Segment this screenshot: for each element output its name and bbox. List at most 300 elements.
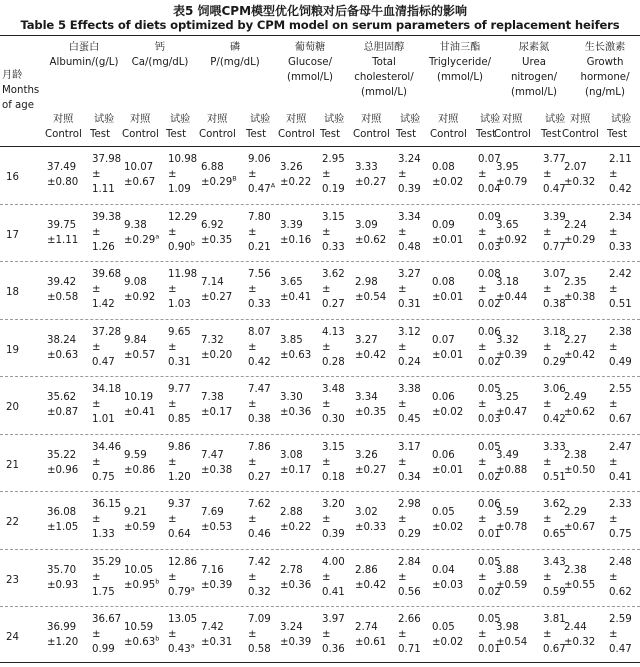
cell-line: ±0.16 [280,234,312,246]
cell-line: 3.25 [496,392,519,403]
cell-line: 39.75 [47,219,77,231]
cell-line: ±0.29$^a$ [124,232,160,246]
table-cell [201,505,232,535]
table-cell [496,160,527,190]
column-header [494,40,574,100]
month-label: 22 [6,517,19,528]
subheader-line: 试验 [400,114,421,125]
cell-line: 0.42 [609,184,632,195]
cell-line: 2.55 [609,384,632,395]
table-cell [124,563,159,593]
cell-line: ±0.36 [280,579,312,591]
subheader-line: 试验 [611,114,632,125]
table-cell [432,333,463,363]
cell-line: ±1.05 [47,522,79,533]
table-cell [432,275,463,305]
cell-line: 7.16 [201,564,224,576]
cell-line: ± [322,514,331,525]
cell-line: 36.08 [47,507,77,518]
cell-line: 7.62 [248,499,271,510]
cell-line: ± [92,629,101,640]
column-header [565,40,640,100]
cell-line: ±0.92 [124,292,156,303]
table-cell [280,160,311,190]
cell-line: ± [478,226,487,238]
cell-line: ±0.96 [47,464,79,476]
subheader-line: 对照 [286,114,307,125]
cell-line: 39.38 [92,211,122,223]
cell-line: 7.47 [248,384,271,395]
cell-line: ±0.27 [201,292,233,303]
cell-line: 7.09 [248,614,271,625]
cell-line: ± [478,514,487,525]
cell-line: 37.28 [92,326,122,338]
cell-line: 2.78 [280,564,303,576]
table-cell [168,612,197,657]
cell-line: 0.09 [478,211,501,223]
column-header-line: cholesterol/ [354,72,414,83]
cell-line: ± [478,456,487,468]
cell-line: 0.21 [248,241,271,253]
cell-line: ± [92,399,101,410]
column-header-line: 总胆固醇 [363,42,405,53]
cell-line: 0.51 [609,299,632,310]
cell-line: 3.34 [355,392,378,403]
significance-letter: a [190,641,195,650]
cell-line: 10.07 [124,162,154,173]
cell-line: 0.79$^a$ [168,584,195,598]
cell-line: ±0.44 [496,292,528,303]
cell-line: 9.37 [168,499,191,510]
table-cell [564,563,595,593]
cell-line: 2.07 [564,162,587,173]
column-header-line: Glucose/ [287,57,333,68]
cell-line: ± [92,226,101,238]
column-header-line: Ca/(mg/dL) [131,57,189,68]
table-cell [543,152,566,197]
cell-line: ± [543,399,552,410]
cell-line: 0.05 [432,622,455,633]
cell-line: ± [609,226,618,238]
cell-line: 10.05 [124,564,154,576]
cell-line: ±0.63 [47,349,79,361]
table-cell [432,505,463,535]
cell-line: 3.77 [543,154,566,165]
subheader-line: 对照 [361,114,382,125]
cell-line: ±0.88 [496,464,528,476]
column-header-line: hormone/ [580,72,630,83]
table-cell [168,555,197,600]
cell-line: 2.84 [398,556,421,568]
subheader-line: Test [541,129,562,140]
table-cell [92,612,121,657]
table-cell [124,620,159,650]
cell-line: 3.85 [280,334,303,346]
cell-line: 0.02 [478,356,501,368]
cell-line: ±0.02 [432,407,464,418]
subheader-control [278,112,315,142]
cell-line: 3.18 [543,326,566,338]
table-cell [280,333,311,363]
cell-line: 0.36 [322,644,345,655]
cell-line: ± [478,284,487,295]
table-cell [355,275,386,305]
cell-line: ±0.01 [432,292,464,303]
cell-line: 0.32 [248,586,271,598]
table-title-english: Table 5 Effects of diets optimized by CPM model on serum parameters of replacement heifers [20,18,620,32]
cell-line: ± [609,456,618,468]
cell-line: 36.99 [47,622,77,633]
cell-line: 9.38 [124,219,147,231]
cell-line: ± [248,284,257,295]
row-header-line: of age [2,100,35,111]
cell-line: 0.59 [543,586,566,598]
cell-line: 0.02 [478,299,501,310]
cell-line: 2.11 [609,154,632,165]
column-header [420,40,500,85]
cell-line: ± [168,514,177,525]
cell-line: 9.21 [124,507,147,518]
column-header [195,40,275,70]
table-cell [201,333,232,363]
table-cell [201,620,232,650]
table-cell [322,152,345,197]
cell-line: ± [609,629,618,640]
cell-line: 0.06 [478,499,501,510]
cell-line: 8.07 [248,326,271,338]
cell-line: 3.65 [496,219,519,231]
table-cell [201,390,232,420]
cell-line: ± [543,341,552,353]
cell-line: ± [322,226,331,238]
cell-line: 3.26 [355,449,378,461]
column-header-line: Growth [586,57,624,68]
cell-line: 3.30 [280,392,303,403]
table-cell [322,612,345,657]
subheader-line: Test [166,129,187,140]
cell-line: ±0.54 [496,637,528,648]
subheader-line: 对照 [438,114,459,125]
cell-line: 0.71 [398,644,421,655]
month-label: 19 [6,344,19,356]
cell-line: ±0.02 [432,637,464,648]
significance-letter: a [155,232,160,241]
cell-line: ±0.58 [47,292,79,303]
cell-line: ± [609,169,618,180]
cell-line: 0.43$^a$ [168,641,195,655]
subheader-line: Test [90,129,111,140]
cell-line: 0.04 [432,564,455,576]
cell-line: 0.08 [432,277,455,288]
row-separator [0,606,640,607]
cell-line: 0.27 [248,471,271,483]
cell-line: 0.46 [248,529,271,540]
cell-line: 3.24 [398,154,421,165]
cell-line: 2.42 [609,269,632,280]
cell-line: ± [92,169,101,180]
subheader-line: 对照 [207,114,228,125]
column-header-line: (mmol/L) [361,87,407,98]
cell-line: 0.28 [322,356,345,368]
cell-line: 3.65 [280,277,303,288]
cell-line: ±0.29 [564,234,596,246]
cell-line: ± [168,456,177,468]
significance-letter: b [155,634,160,643]
table-cell [47,505,78,535]
cell-line: ±0.02 [432,522,464,533]
cell-line: 1.01 [92,414,115,425]
cell-line: 36.67 [92,614,122,625]
cell-line: ±0.59 [124,522,156,533]
subheader-line: 试验 [545,114,566,125]
table-cell [432,160,463,190]
cell-line: 0.42 [248,356,271,368]
cell-line: 0.04 [478,184,501,195]
table-cell [92,152,121,197]
cell-line: $0.47^A$ [248,181,276,195]
subheader-line: 试验 [94,114,115,125]
month-label: 20 [6,402,19,413]
table-cell [432,390,463,420]
cell-line: 7.42 [201,622,224,633]
cell-line: ±0.33 [355,522,387,533]
cell-line: ±0.01 [432,464,464,476]
cell-line: ± [543,284,552,295]
cell-line: 0.41 [609,471,632,483]
cell-line: ± [322,341,331,353]
cell-line: 7.56 [248,269,271,280]
table-cell [124,333,155,363]
table-cell [201,563,232,593]
table-cell [322,555,345,600]
cell-line: 0.39 [398,184,421,195]
cell-line: ±0.32 [564,637,596,648]
cell-line: ±0.42 [355,579,387,591]
cell-line: 3.33 [543,441,566,453]
cell-line: 0.19 [322,184,345,195]
table-cell [543,325,566,370]
subheader-control [562,112,599,142]
cell-line: 0.56 [398,586,421,598]
cell-line: ± [248,571,257,583]
cell-line: 0.02 [478,586,501,598]
cell-line: ±0.54 [355,292,387,303]
cell-line: 35.62 [47,392,77,403]
column-header-line: 葡萄糖 [294,42,326,53]
cell-line: 2.27 [564,334,587,346]
cell-line: 7.14 [201,277,224,288]
table-cell [201,275,232,305]
column-header-line: Albumin/(g/L) [49,57,119,68]
subheader-line: Control [494,129,531,140]
cell-line: 0.75 [609,529,632,540]
table-cell [124,448,155,478]
cell-line: 2.98 [355,277,378,288]
cell-line: ±0.86 [124,464,156,476]
cell-line: 3.09 [355,219,378,231]
table-cell [322,325,345,370]
month-label: 23 [6,574,19,586]
table-cell [168,267,197,312]
cell-line: ± [478,629,487,640]
subheader-test [90,112,114,142]
cell-line: ±0.32 [564,177,596,188]
table-cell [280,620,311,650]
cell-line: ±1.20 [47,637,79,648]
cell-line: 3.48 [322,384,345,395]
cell-line: ±0.67 [564,522,596,533]
cell-line: 0.42 [543,414,566,425]
subheader-control [199,112,236,142]
table-cell [280,218,311,248]
subheader-control [122,112,159,142]
column-header-line: 尿素氮 [518,42,550,53]
table-header-rule [0,146,640,147]
cell-line: 10.59 [124,622,154,633]
cell-line: 2.98 [398,499,421,510]
cell-line: 35.70 [47,564,77,576]
table-cell [609,152,632,197]
cell-line: 0.33 [322,241,345,253]
cell-line: 7.86 [248,441,271,453]
cell-line: 39.68 [92,269,122,280]
table-cell [609,382,632,427]
table-cell [248,497,271,542]
subheader-test [166,112,190,142]
subheader-line: Test [320,129,341,140]
cell-line: ± [322,169,331,180]
cell-line: 2.74 [355,622,378,633]
cell-line: 0.33 [248,299,271,310]
subheader-line: Control [278,129,315,140]
cell-line: 0.67 [609,414,632,425]
cell-line: ±0.02 [432,177,464,188]
cell-line: ± [398,399,407,410]
table-cell [564,218,595,248]
cell-line: ± [168,571,177,583]
subheader-control [45,112,82,142]
cell-line: ± [322,399,331,410]
cell-line: 2.33 [609,499,632,510]
cell-line: 3.81 [543,614,566,625]
table-cell [124,390,155,420]
cell-line: 0.27 [322,299,345,310]
table-cell [496,448,527,478]
cell-line: 0.01 [478,529,501,540]
column-header-line: Triglyceride/ [428,57,492,68]
row-header-month [2,68,39,113]
cell-line: ± [92,284,101,295]
subheader-line: Control [430,129,467,140]
row-separator [0,434,640,435]
subheader-test [607,112,631,142]
cell-line: 34.46 [92,441,122,453]
cell-line: 2.38 [564,564,587,576]
cell-line: 0.05 [478,556,501,568]
cell-line: ± [248,226,257,238]
cell-line: 2.59 [609,614,632,625]
cell-line: ± [168,399,177,410]
cell-line: ± [543,169,552,180]
table-cell [609,497,632,542]
cell-line: ± [478,399,487,410]
cell-line: ±0.50 [564,464,596,476]
cell-line: ±0.80 [47,177,79,188]
cell-line: 3.27 [398,269,421,280]
table-cell [322,210,345,255]
row-header-line: Months [2,85,40,96]
cell-line: 1.11 [92,184,115,195]
table-cell [92,325,121,370]
cell-line: ± [478,571,487,583]
cell-line: ± [92,456,101,468]
cell-line: ± [609,399,618,410]
cell-line: ±0.42 [355,349,387,361]
row-separator [0,261,640,262]
cell-line: 0.05 [478,384,501,395]
subheader-line: Test [396,129,417,140]
table-cell [92,382,121,427]
cell-line: 4.13 [322,326,345,338]
cell-line: 0.48 [398,241,421,253]
table-cell [564,620,595,650]
cell-line: ±0.22 [280,177,312,188]
table-cell [355,620,386,650]
table-cell [47,275,78,305]
cell-line: 4.00 [322,556,345,568]
cell-line: 34.18 [92,384,122,395]
table-cell [496,620,527,650]
cell-line: 0.64 [168,529,191,540]
cell-line: 0.29 [398,529,421,540]
table-cell [92,267,121,312]
row-separator [0,549,640,550]
cell-line: 0.41 [322,586,345,598]
table-cell [398,440,421,485]
cell-line: 7.69 [201,507,224,518]
cell-line: ±0.59 [496,579,528,591]
cell-line: 0.31 [398,299,421,310]
subheader-line: Control [353,129,390,140]
cell-line: 0.03 [478,414,501,425]
table-cell [398,267,421,312]
subheader-control [494,112,531,142]
row-separator [0,491,640,492]
table-bottom-rule [0,662,640,663]
cell-line: 2.88 [280,507,303,518]
row-separator [0,376,640,377]
table-cell [398,497,421,542]
table-cell [168,440,191,485]
month-label: 21 [6,459,19,471]
cell-line: ± [322,284,331,295]
cell-line: ±0.53 [201,522,233,533]
cell-line: 3.15 [322,211,345,223]
subheader-line: Control [199,129,236,140]
cell-line: ± [398,629,407,640]
cell-line: ± [398,226,407,238]
cell-line: 9.08 [124,277,147,288]
significance-letter: b [155,577,160,586]
cell-line: 0.33 [609,241,632,253]
table-cell [355,160,386,190]
cell-line: 3.26 [280,162,303,173]
cell-line: 0.08 [432,162,455,173]
cell-line: 2.35 [564,277,587,288]
cell-line: 3.33 [355,162,378,173]
cell-line: 3.12 [398,326,421,338]
table-cell [47,563,78,593]
